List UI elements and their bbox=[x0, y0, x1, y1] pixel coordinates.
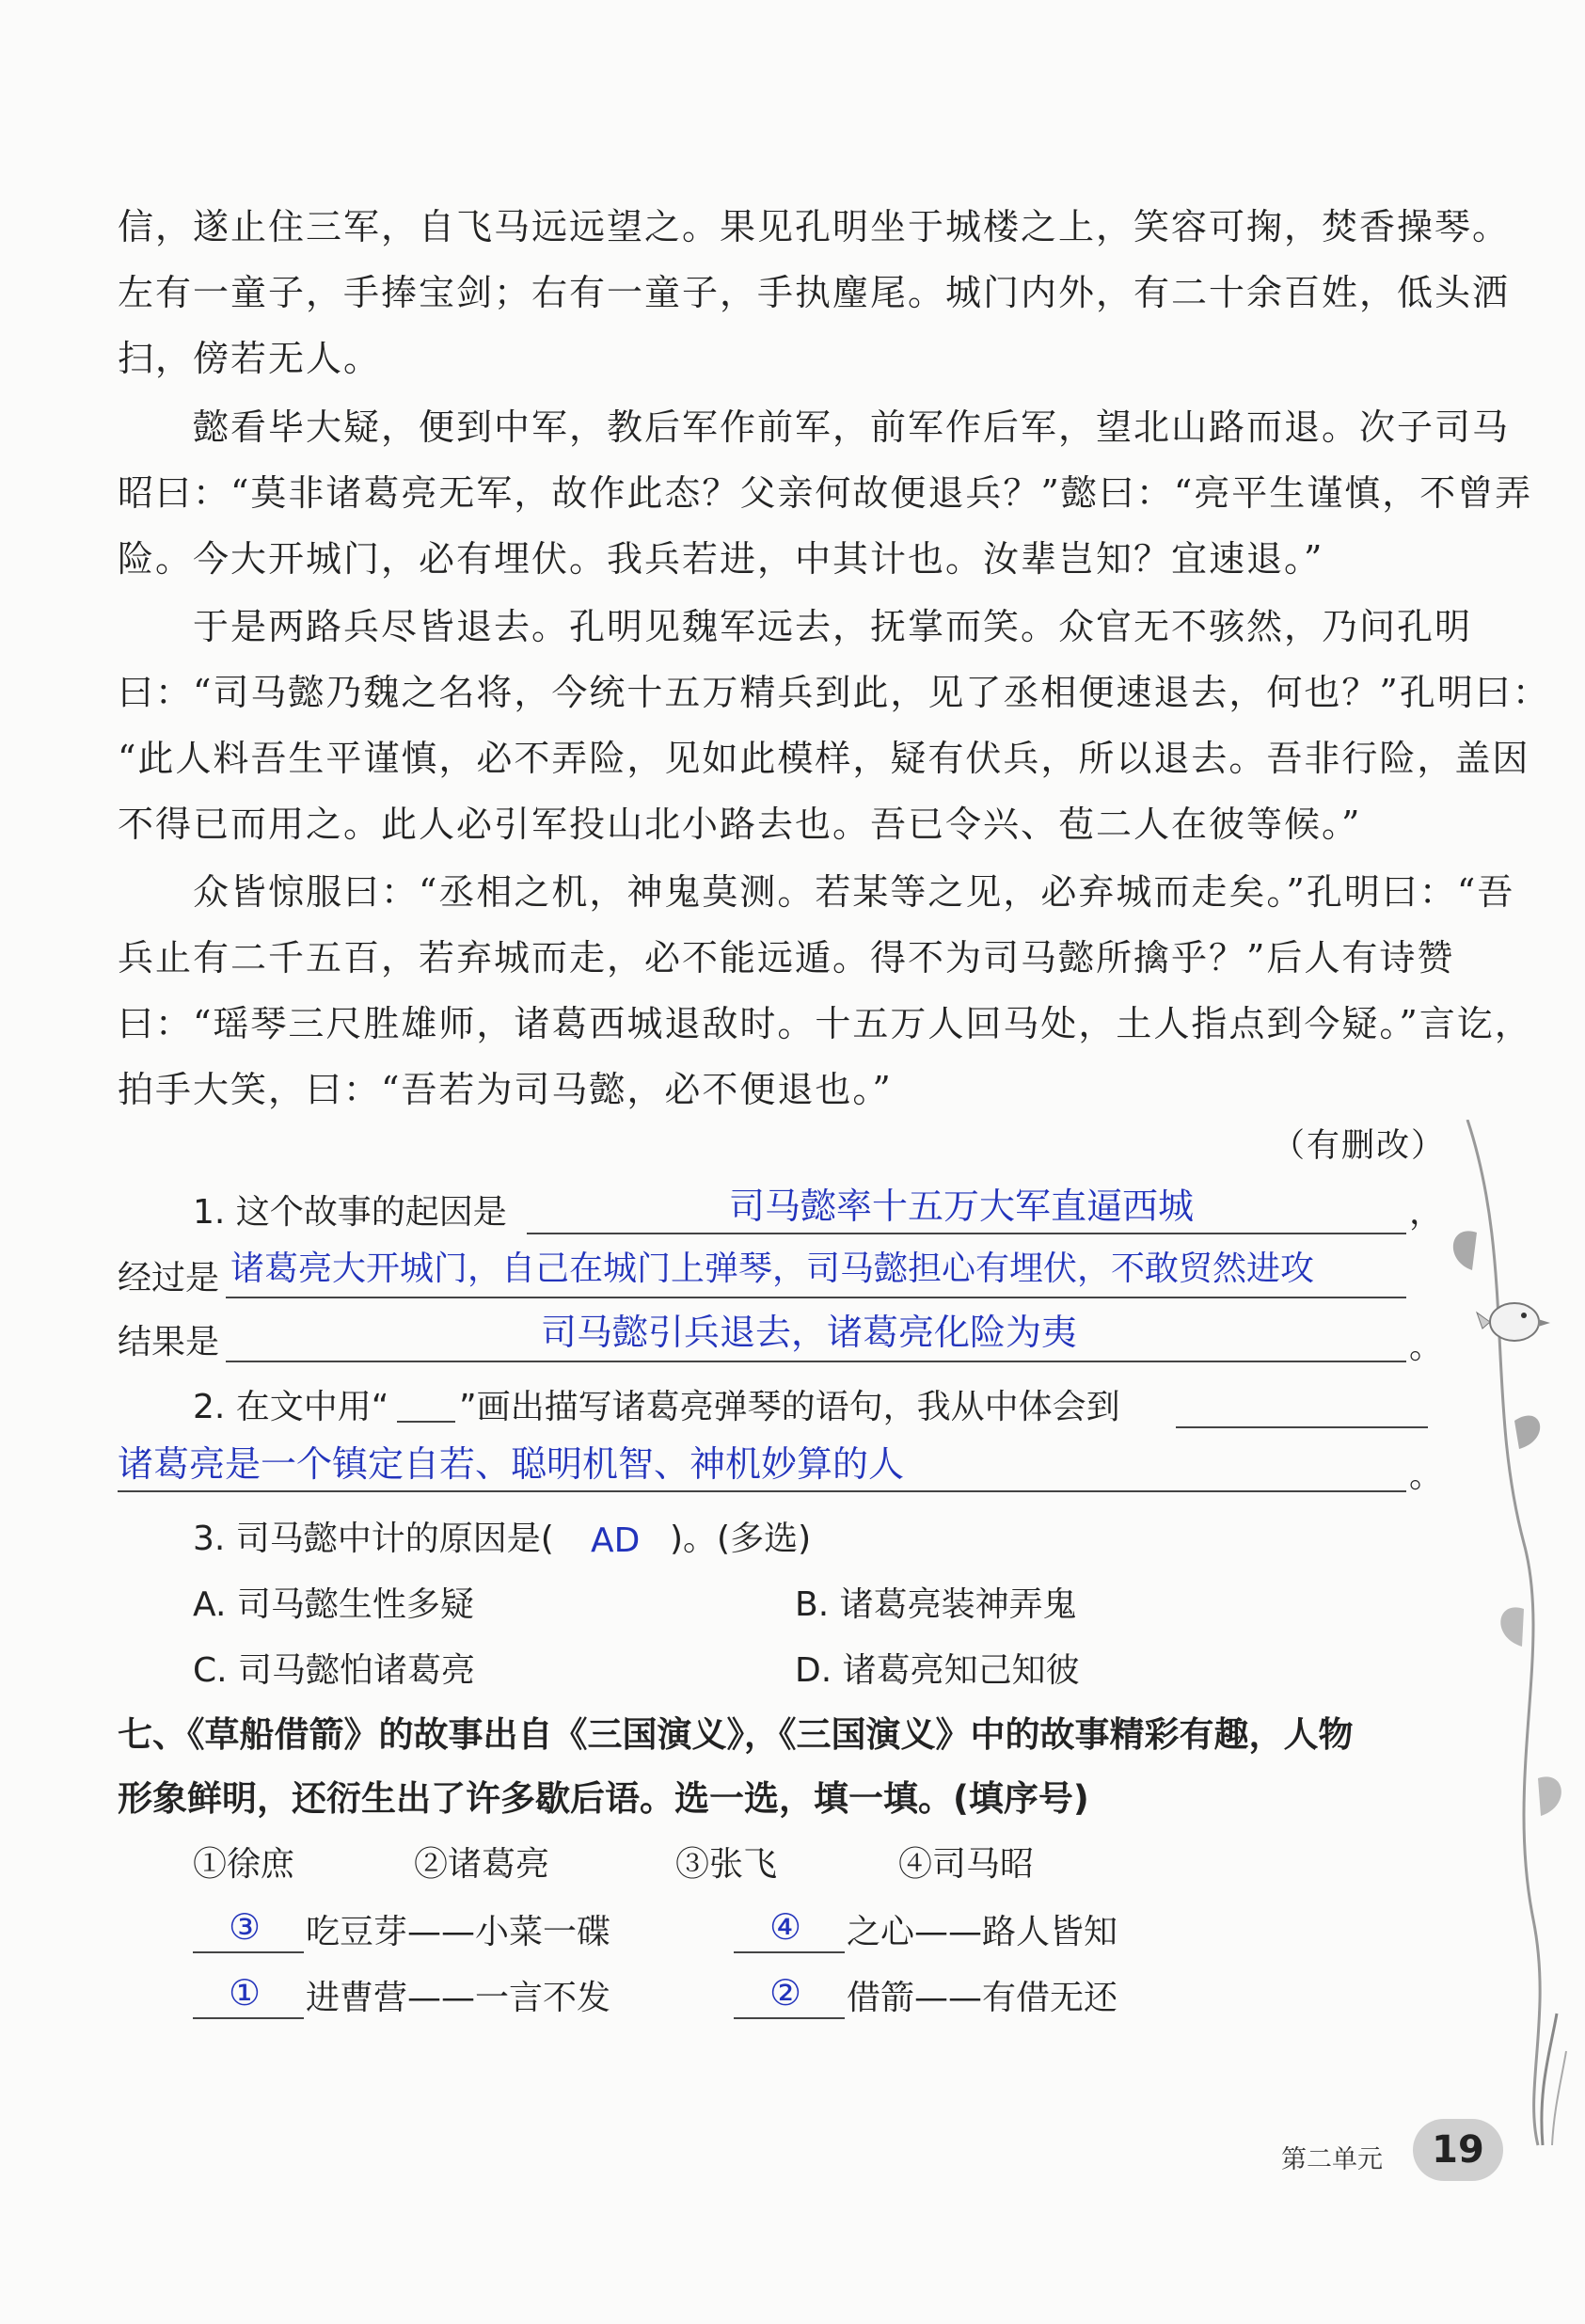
section-7-title-line-1: 七、《草船借箭》的故事出自《三国演义》，《三国演义》中的故事精彩有趣，人物 bbox=[118, 1714, 1354, 1755]
passage-line: 兵止有二千五百，若弃城而走，必不能远遁。得不为司马懿所擒乎？”后人有诗赞 bbox=[118, 937, 1455, 979]
passage-line: 昭曰：“莫非诸葛亮无军，故作此态？父亲何故便退兵？”懿曰：“亮平生谨慎，不曾弄 bbox=[118, 472, 1533, 514]
choice-4: ④司马昭 bbox=[898, 1845, 1035, 1884]
saying-3: 进曹营——一言不发 bbox=[306, 1979, 611, 2017]
q2-period: 。 bbox=[1409, 1456, 1444, 1495]
grass-icon bbox=[1542, 2014, 1566, 2145]
q2-mark-underline bbox=[397, 1421, 455, 1423]
q1-prefix: 1. 这个故事的起因是 bbox=[193, 1193, 507, 1232]
q1-cause-answer[interactable]: 司马懿率十五万大军直逼西城 bbox=[729, 1186, 1195, 1227]
choice-1: ①徐庶 bbox=[193, 1845, 295, 1884]
q2-suffix: ”画出描写诸葛亮弹琴的语句，我从中体会到 bbox=[459, 1388, 1120, 1426]
q3-option-d: D. 诸葛亮知己知彼 bbox=[795, 1651, 1080, 1690]
passage-line: 扫，傍若无人。 bbox=[118, 338, 382, 379]
blank-1-underline bbox=[193, 1951, 304, 1953]
q3-option-c: C. 司马懿怕诸葛亮 bbox=[193, 1651, 476, 1690]
q3-prefix: 3. 司马懿中计的原因是( bbox=[193, 1520, 554, 1558]
blank-2-answer[interactable]: ④ bbox=[769, 1906, 802, 1948]
vine-decoration bbox=[1449, 1120, 1580, 2155]
passage-line: 左有一童子，手捧宝剑；右有一童子，手执麈尾。城门内外，有二十余百姓，低头洒 bbox=[118, 272, 1511, 313]
passage-line: 于是两路兵尽皆退去。孔明见魏军远去，抚掌而笑。众官无不骇然，乃问孔明 bbox=[118, 606, 1473, 647]
q1-process-underline bbox=[226, 1297, 1406, 1298]
q3-suffix: )。(多选) bbox=[670, 1520, 812, 1558]
q3-option-b: B. 诸葛亮装神弄鬼 bbox=[795, 1585, 1077, 1624]
q1-process-answer[interactable]: 诸葛亮大开城门，自己在城门上弹琴，司马懿担心有埋伏，不敢贸然进攻 bbox=[230, 1250, 1315, 1288]
q3-answer[interactable]: AD bbox=[591, 1521, 641, 1560]
q3-option-a: A. 司马懿生性多疑 bbox=[193, 1585, 474, 1624]
blank-2-underline bbox=[734, 1951, 845, 1953]
passage-line: 懿看毕大疑，便到中军，教后军作前军，前军作后军，望北山路而退。次子司马 bbox=[118, 406, 1511, 448]
passage-line: 险。今大开城门，必有埋伏。我兵若进，中其计也。汝辈岂知？宜速退。” bbox=[118, 538, 1324, 580]
blank-3-underline bbox=[193, 2017, 304, 2019]
bird-icon bbox=[1477, 1303, 1550, 1341]
q2-answer[interactable]: 诸葛亮是一个镇定自若、聪明机智、神机妙算的人 bbox=[118, 1443, 905, 1485]
passage-line: 曰：“司马懿乃魏之名将，今统十五万精兵到此，见了丞相便速退去，何也？”孔明曰： bbox=[118, 672, 1550, 713]
passage-line: 拍手大笑，曰：“吾若为司马懿，必不便退也。” bbox=[118, 1069, 893, 1110]
q1-cause-underline bbox=[527, 1233, 1406, 1234]
blank-4-answer[interactable]: ② bbox=[769, 1972, 802, 2014]
q1-result-answer[interactable]: 司马懿引兵退去，诸葛亮化险为夷 bbox=[541, 1312, 1078, 1353]
saying-1: 吃豆芽——小菜一碟 bbox=[306, 1913, 611, 1951]
q1-result-underline bbox=[226, 1361, 1406, 1362]
q2-prefix: 2. 在文中用“ bbox=[193, 1388, 389, 1426]
passage-line: 信，遂止住三军，自飞马远远望之。果见孔明坐于城楼之上，笑容可掬，焚香操琴。 bbox=[118, 206, 1511, 247]
blank-4-underline bbox=[734, 2017, 845, 2019]
passage-line: 众皆惊服曰：“丞相之机，神鬼莫测。若某等之见，必弃城而走矣。”孔明曰：“吾 bbox=[118, 871, 1515, 913]
passage-line: “此人料吾生平谨慎，必不弄险，见如此模样，疑有伏兵，所以退去。吾非行险，盖因 bbox=[118, 738, 1530, 779]
choice-3: ③张飞 bbox=[675, 1845, 778, 1884]
source-note: （有删改） bbox=[1272, 1127, 1447, 1165]
blank-1-answer[interactable]: ③ bbox=[229, 1906, 262, 1948]
choice-2: ②诸葛亮 bbox=[414, 1845, 550, 1884]
section-7-title-line-2: 形象鲜明，还衍生出了许多歇后语。选一选，填一填。(填序号) bbox=[118, 1778, 1089, 1819]
q2-answer-underline bbox=[118, 1490, 1406, 1492]
passage-line: 不得已而用之。此人必引军投山北小路去也。吾已令兴、苞二人在彼等候。” bbox=[118, 804, 1362, 845]
q2-blank-underline bbox=[1176, 1426, 1428, 1428]
q1-result-label: 结果是 bbox=[118, 1323, 220, 1361]
blank-3-answer[interactable]: ① bbox=[229, 1972, 262, 2014]
unit-label: 第二单元 bbox=[1281, 2145, 1383, 2174]
q1-process-label: 经过是 bbox=[118, 1259, 220, 1297]
q1-period: 。 bbox=[1409, 1328, 1444, 1366]
q1-comma: ， bbox=[1409, 1193, 1444, 1232]
saying-2: 之心——路人皆知 bbox=[847, 1913, 1118, 1951]
passage-line: 曰：“瑶琴三尺胜雄师，诸葛西城退敌时。十五万人回马处，土人指点到今疑。”言讫， bbox=[118, 1003, 1532, 1044]
saying-4: 借箭——有借无还 bbox=[847, 1979, 1118, 2017]
page-number: 19 bbox=[1413, 2119, 1503, 2181]
